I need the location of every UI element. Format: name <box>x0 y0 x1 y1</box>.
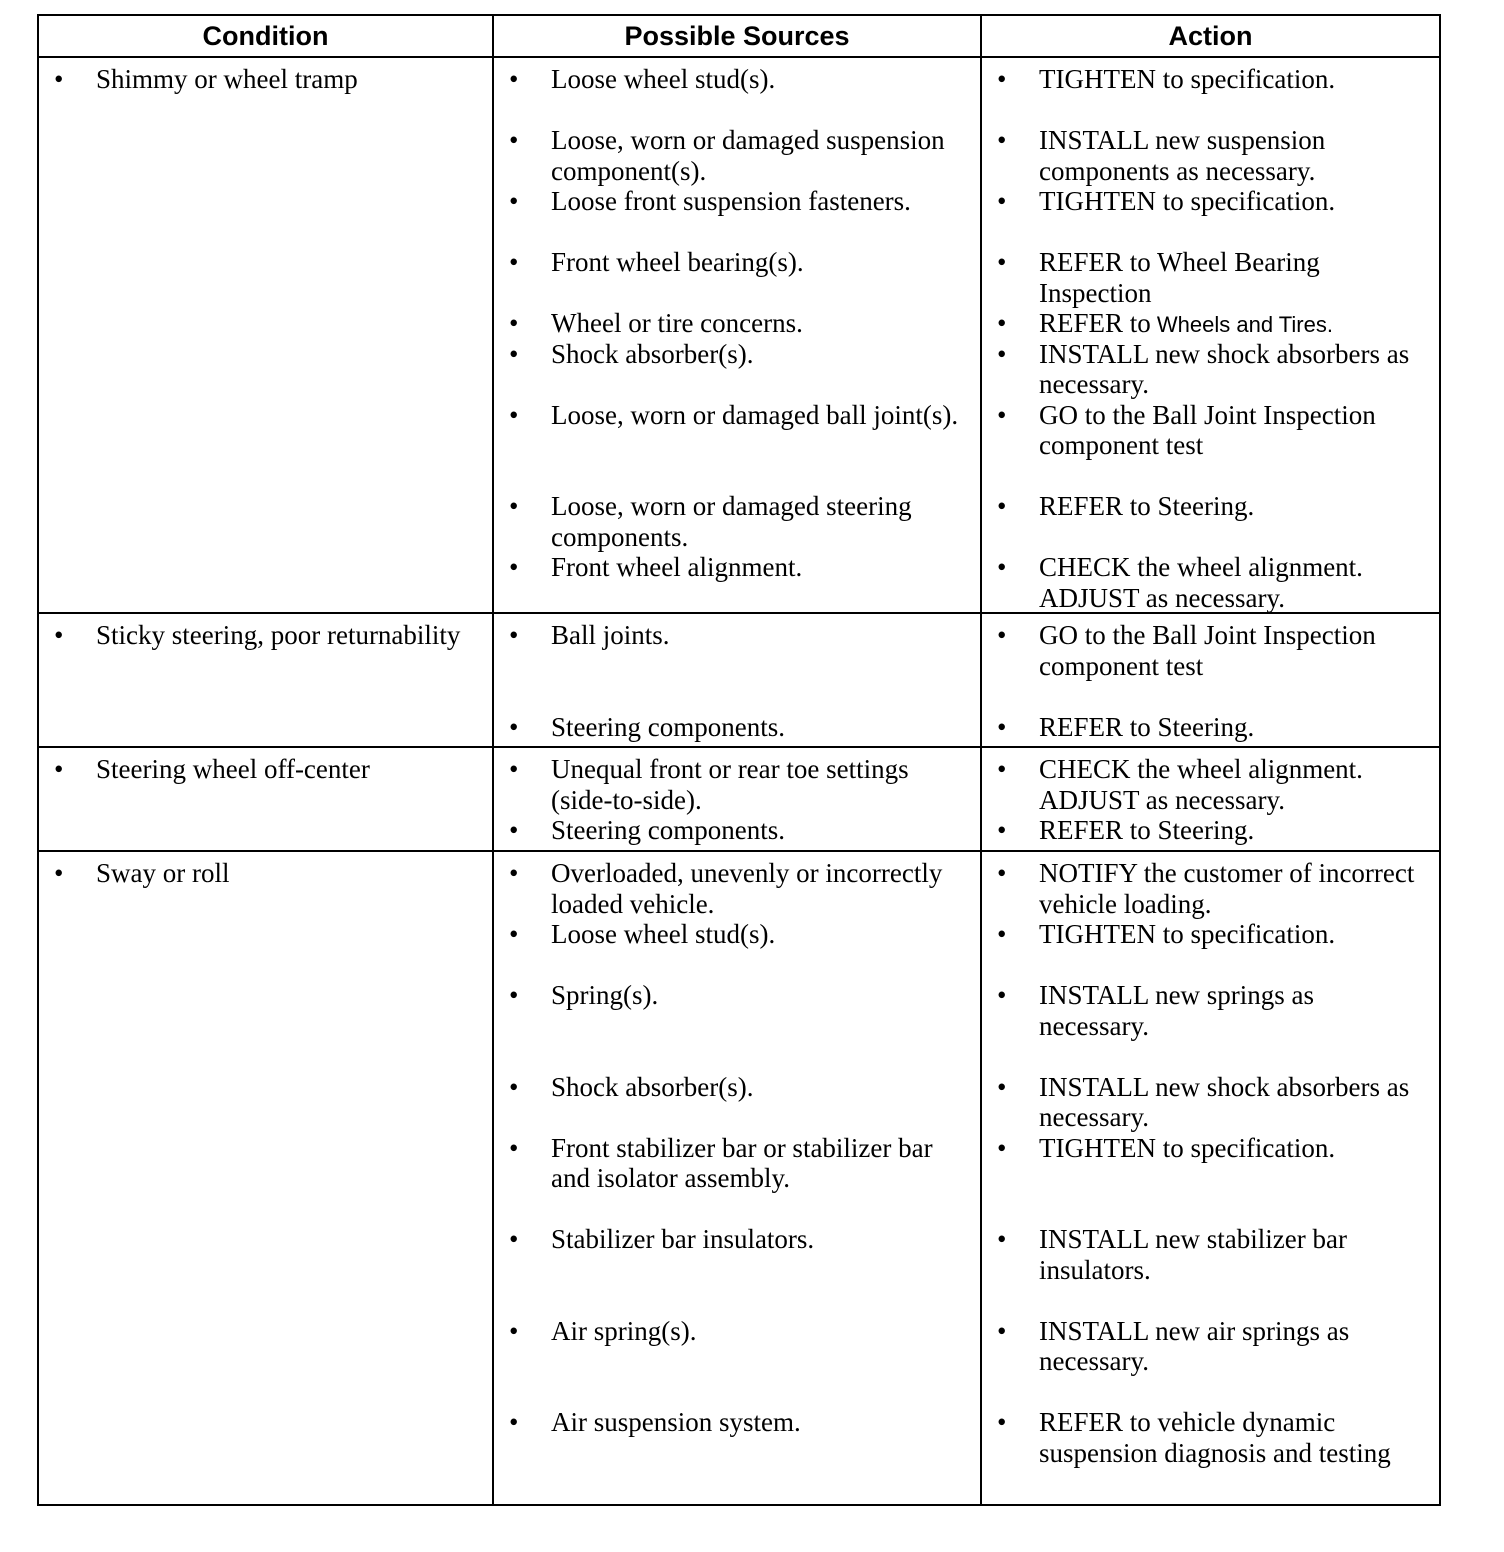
source-text: Front stabilizer bar or stabilizer bar and isolator assembly. <box>551 1132 933 1193</box>
table-row <box>38 747 1440 851</box>
action-text: REFER to Steering. <box>1039 815 1255 845</box>
action-item <box>982 1407 1425 1468</box>
action-item <box>982 1224 1425 1285</box>
diagnosis-table <box>37 14 1441 1506</box>
header-row <box>38 15 1440 57</box>
action-cell <box>981 613 1440 747</box>
source-text: Loose, worn or damaged steering components. <box>551 491 912 552</box>
source-item <box>494 339 966 370</box>
action-text: GO to the Ball Joint Inspection component test <box>1039 620 1376 681</box>
action-text: REFER to Steering. <box>1039 491 1255 521</box>
source-item <box>494 491 966 552</box>
source-text: Unequal front or rear toe settings (side-to-side). <box>551 754 909 815</box>
source-text: Loose, worn or damaged ball joint(s). <box>551 399 959 430</box>
header-possible-sources: Possible Sources <box>493 15 981 57</box>
source-text: Spring(s). <box>551 980 659 1010</box>
source-item <box>494 919 966 950</box>
action-text: CHECK the wheel alignment. ADJUST as necessary. <box>1039 552 1363 613</box>
condition-text: • Steering wheel off-center <box>39 754 478 785</box>
source-item <box>494 1133 966 1194</box>
table-row <box>38 613 1440 747</box>
action-item <box>982 1133 1425 1164</box>
action-item <box>982 125 1425 186</box>
action-text: INSTALL new springs as necessary. <box>1039 980 1315 1041</box>
action-item <box>982 858 1425 919</box>
action-text: INSTALL new shock absorbers as necessary. <box>1039 338 1410 399</box>
source-item <box>494 308 966 339</box>
source-text: Loose, worn or damaged suspension component(s). <box>551 125 945 186</box>
table-body <box>38 57 1440 1505</box>
source-item <box>494 980 966 1011</box>
source-text: Front wheel alignment. <box>551 552 803 582</box>
condition-cell <box>38 747 493 851</box>
source-item <box>494 712 966 743</box>
header-action: Action <box>981 15 1440 57</box>
source-cell <box>493 57 981 613</box>
action-item <box>982 491 1425 522</box>
source-text: Stabilizer bar insulators. <box>551 1224 815 1254</box>
source-item <box>494 247 966 278</box>
source-item <box>494 754 966 815</box>
source-text: Loose wheel stud(s). <box>551 64 776 94</box>
source-item <box>494 1224 966 1255</box>
action-text: TIGHTEN to specification. <box>1039 186 1336 216</box>
action-item <box>982 712 1425 743</box>
condition-text: • Shimmy or wheel tramp <box>39 64 478 95</box>
action-item <box>982 552 1425 613</box>
action-cell <box>981 57 1440 613</box>
action-text: TIGHTEN to specification. <box>1039 919 1336 949</box>
source-text: Shock absorber(s). <box>551 1071 754 1102</box>
action-item <box>982 247 1425 308</box>
action-item <box>982 815 1425 846</box>
source-item <box>494 1072 966 1103</box>
action-text: INSTALL new air springs as necessary. <box>1039 1315 1350 1376</box>
source-cell <box>493 747 981 851</box>
source-text: Air spring(s). <box>551 1315 697 1346</box>
action-text: CHECK the wheel alignment. ADJUST as necessary. <box>1039 754 1363 815</box>
source-item <box>494 858 966 919</box>
action-item <box>982 186 1425 217</box>
condition-cell <box>38 57 493 613</box>
action-text: INSTALL new stabilizer bar insulators. <box>1039 1224 1347 1285</box>
source-text: Loose front suspension fasteners. <box>551 186 911 216</box>
source-text: Shock absorber(s). <box>551 338 754 369</box>
action-text: INSTALL new suspension components as necessary. <box>1039 125 1326 186</box>
source-item <box>494 125 966 186</box>
action-text: REFER to vehicle dynamic suspension diagnosis and testing <box>1039 1407 1391 1468</box>
action-text: REFER to Steering. <box>1039 711 1255 742</box>
source-text: Steering components. <box>551 711 785 742</box>
table-row <box>38 851 1440 1505</box>
source-text: Wheel or tire concerns. <box>551 308 803 338</box>
action-item <box>982 754 1425 815</box>
source-item <box>494 186 966 217</box>
source-text: Ball joints. <box>551 620 670 650</box>
action-reference-text: Wheels and Tires. <box>1150 312 1333 337</box>
action-item <box>982 400 1425 461</box>
action-text: TIGHTEN to specification. <box>1039 64 1336 94</box>
action-cell <box>981 851 1440 1505</box>
source-text: Front wheel bearing(s). <box>551 247 804 277</box>
source-cell <box>493 851 981 1505</box>
condition-text: • Sticky steering, poor returnability <box>39 620 478 651</box>
source-text: Overloaded, unevenly or incorrectly loaded vehicle. <box>551 858 943 919</box>
action-item <box>982 919 1425 950</box>
action-item <box>982 308 1425 341</box>
source-item <box>494 552 966 583</box>
action-item <box>982 339 1425 400</box>
action-text: GO to the Ball Joint Inspection component test <box>1039 399 1376 460</box>
action-item <box>982 64 1425 95</box>
source-item <box>494 815 966 846</box>
action-item <box>982 620 1425 681</box>
source-item <box>494 400 966 431</box>
source-text: Air suspension system. <box>551 1407 801 1437</box>
action-text: INSTALL new shock absorbers as necessary. <box>1039 1071 1410 1132</box>
source-item <box>494 1407 966 1438</box>
condition-text: • Sway or roll <box>39 858 478 889</box>
source-text: Steering components. <box>551 815 785 845</box>
source-cell <box>493 613 981 747</box>
condition-cell <box>38 851 493 1505</box>
action-item <box>982 980 1425 1041</box>
action-item <box>982 1072 1425 1133</box>
action-text: TIGHTEN to specification. <box>1039 1132 1336 1163</box>
source-item <box>494 620 966 651</box>
action-item <box>982 1316 1425 1377</box>
condition-cell <box>38 613 493 747</box>
action-text: REFER to Wheel Bearing Inspection <box>1039 247 1320 308</box>
source-item <box>494 1316 966 1347</box>
table-row <box>38 57 1440 613</box>
source-text: Loose wheel stud(s). <box>551 919 776 949</box>
action-text: REFER to <box>1039 308 1151 338</box>
action-cell <box>981 747 1440 851</box>
header-condition: Condition <box>38 15 493 57</box>
action-text: NOTIFY the customer of incorrect vehicle loading. <box>1039 858 1415 919</box>
source-item <box>494 64 966 95</box>
